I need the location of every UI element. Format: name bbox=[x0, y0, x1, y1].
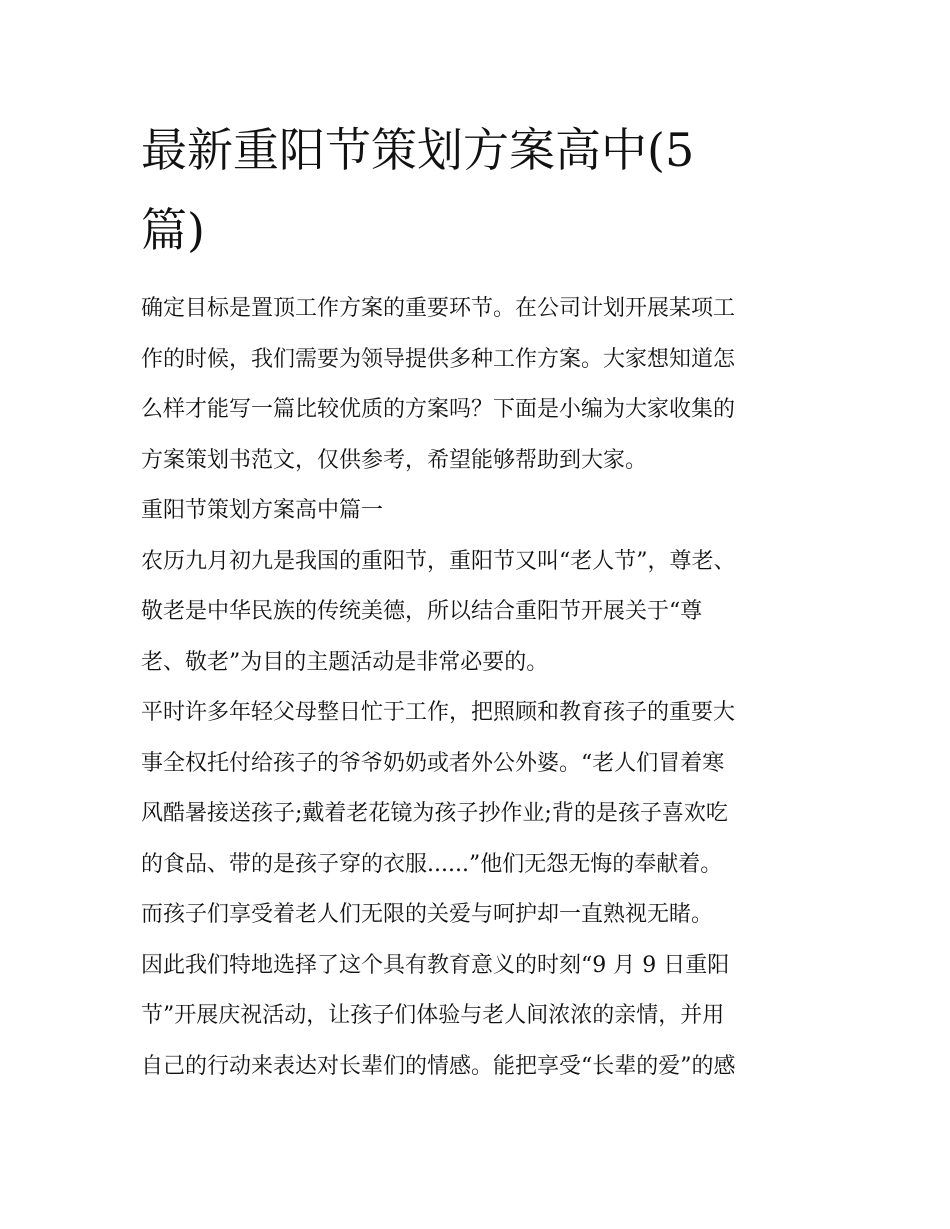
title-line: 最新重阳节策划方案高中(5 bbox=[141, 123, 695, 177]
text-line: 么样才能写一篇比较优质的方案吗？下面是小编为大家收集的 bbox=[141, 397, 736, 422]
text-line: 确定目标是置顶工作方案的重要环节。在公司计划开展某项工 bbox=[141, 296, 736, 321]
text-line: 自己的行动来表达对长辈们的情感。能把享受“长辈的爱”的感 bbox=[141, 1053, 736, 1079]
text-line: 节”开展庆祝活动，让孩子们体验与老人间浓浓的亲情，并用 bbox=[141, 1003, 725, 1028]
text-line: 平时许多年轻父母整日忙于工作，把照顾和教育孩子的重要大 bbox=[141, 700, 736, 725]
text-line: 老、敬老”为目的主题活动是非常必要的。 bbox=[141, 649, 549, 675]
body-paragraph-2 bbox=[141, 688, 813, 1092]
text-line: 作的时候，我们需要为领导提供多种工作方案。大家想知道怎 bbox=[141, 346, 736, 372]
document-page bbox=[141, 110, 813, 1092]
text-line: 方案策划书范文，仅供参考，希望能够帮助到大家。 bbox=[141, 447, 648, 473]
text-line: 而孩子们享受着老人们无限的关爱与呵护却一直熟视无睹。 bbox=[141, 902, 714, 927]
text-line: 风酷暑接送孩子;戴着老花镜为孩子抄作业;背的是孩子喜欢吃 bbox=[141, 801, 728, 826]
text-line: 农历九月初九是我国的重阳节，重阳节又叫“老人节”，尊老、 bbox=[141, 548, 736, 574]
text-line: 敬老是中华民族的传统美德，所以结合重阳节开展关于“尊 bbox=[141, 599, 703, 624]
text-line: 的食品、带的是孩子穿的衣服......”他们无怨无悔的奉献着。 bbox=[141, 851, 723, 877]
title-line: 篇) bbox=[141, 203, 205, 257]
document-title bbox=[141, 110, 751, 270]
body-paragraph-1 bbox=[141, 537, 813, 689]
text-line: 因此我们特地选择了这个具有教育意义的时刻“9 月 9 日重阳 bbox=[141, 952, 730, 978]
section-heading: 重阳节策划方案高中篇一 bbox=[141, 498, 384, 523]
text-line: 事全权托付给孩子的爷爷奶奶或者外公外婆。“老人们冒着寒 bbox=[141, 750, 725, 776]
intro-paragraph bbox=[141, 284, 813, 486]
